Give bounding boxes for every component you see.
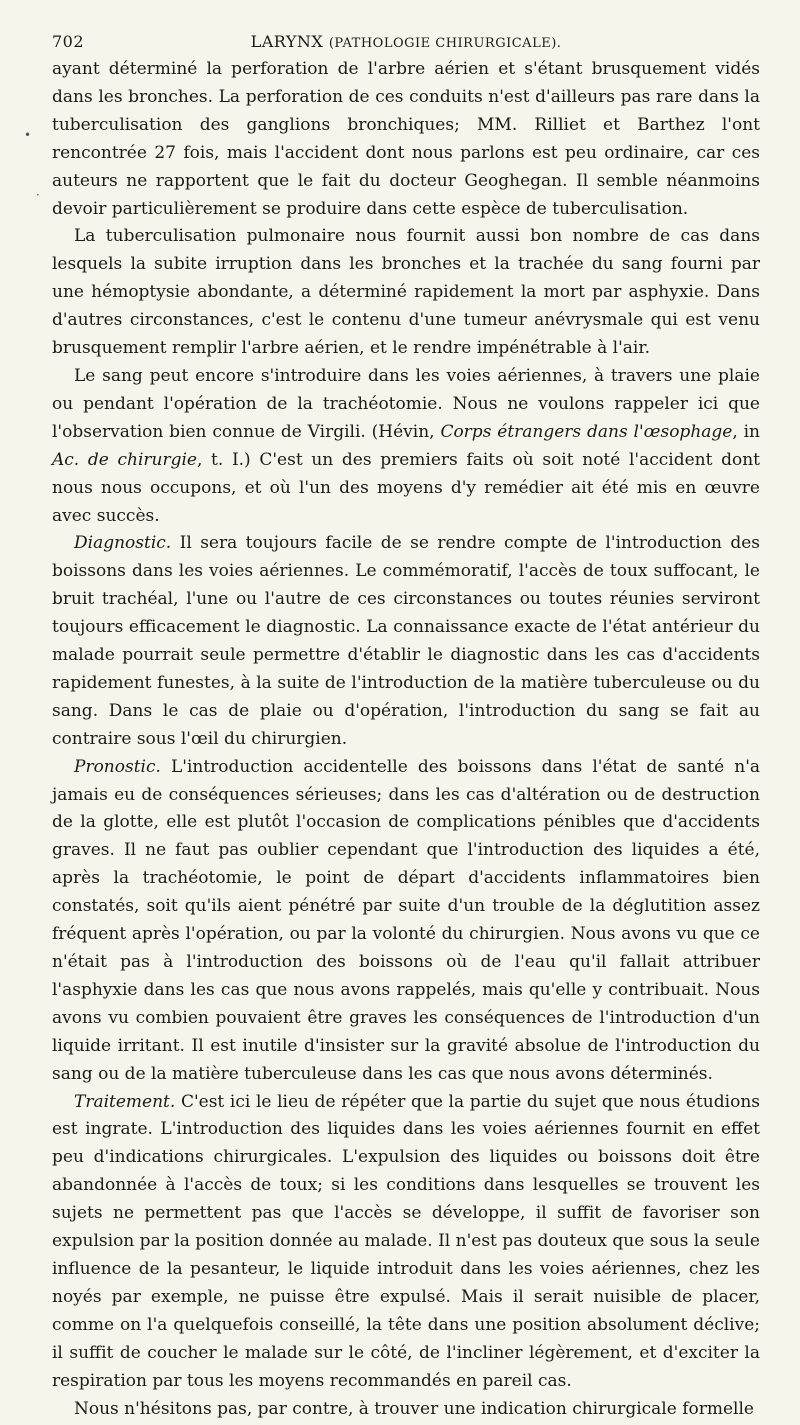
- body-text: [52, 56, 760, 1423]
- margin-scan-mark: ·: [36, 188, 40, 202]
- margin-dot-mark: •: [24, 128, 32, 142]
- paragraph-text: Il sera toujours facile de se rendre compte de l'introduction des boissons dans les voies aériennes. Le commémoratif, l'accès de toux suffocant, le bruit trachéal, l'une ou l'autre de ces circonstances ou toutes réunies serviront toujours efficacement le diagnostic. La connaissance exacte de l'état antérieur du malade pourrait seule permettre d'établir le diagnostic dans les cas d'accidents rapidement funestes, à la suite de l'introduction de la matière tuberculeuse ou du sang. Dans le cas de plaie ou d'opération, l'introduction du sang se fait au contraire sous l'œil du chirurgien.: [52, 533, 760, 749]
- paragraph-text-a: Le sang peut encore s'introduire dans les voies aériennes, à travers une plaie ou pendant l'opération de la trachéotomie. Nous ne voulons rappeler ici que l'observation bien connue de Virgili. (Hévin,: [52, 365, 760, 442]
- running-title: [52, 32, 760, 51]
- section-heading-traitement: Traitement.: [74, 1091, 176, 1112]
- paragraph-text: Nous n'hésitons pas, par contre, à trouver une indication chirurgicale formelle: [74, 1398, 754, 1419]
- paragraph-tuberculisation: [52, 223, 760, 363]
- paragraph-sang: [52, 363, 760, 530]
- citation-title: Corps étrangers dans l'œsophage: [440, 421, 733, 442]
- paragraph-text: La tuberculisation pulmonaire nous fournit aussi bon nombre de cas dans lesquels la subite irruption dans les bronches et la trachée du sang fourni par une hémoptysie abondante, a déterminé rapidement la mort par asphyxie. Dans d'autres circonstances, c'est le contenu d'une tumeur anévrysmale qui est venu brusquement remplir l'arbre aérien, et le rendre impénétrable à l'air.: [52, 226, 760, 359]
- paragraph-traitement: [52, 1089, 760, 1396]
- paragraph-text-b: , in: [732, 421, 760, 442]
- paragraph-diagnostic: [52, 530, 760, 753]
- paragraph-text: L'introduction accidentelle des boissons dans l'état de santé n'a jamais eu de conséquences sérieuses; dans les cas d'altération ou de destruction de la glotte, elle est plutôt l'occasion de complications pénibles que d'accidents graves. Il ne faut pas oublier cependant que l'introduction des liquides a été, après la trachéotomie, le point de départ d'accidents inflammatoires bien constatés, soit qu'ils aient pénétré par suite d'un trouble de la déglutition assez fréquent après l'opération, ou par la volonté du chirurgien. Nous avons vu que ce n'était pas à l'introduction des boissons où de l'eau qu'il fallait attribuer l'asphyxie dans les cas que nous avons rappelés, mais qu'elle y contribuait. Nous avons vu combien pouvaient être graves les conséquences de l'introduction d'un liquide irritant. Il est inutile d'insister sur la gravité absolue de l'introduction du sang ou de la matière tuberculeuse dans les cas que nous avons déterminés.: [52, 756, 760, 1084]
- paragraph-continuation: [52, 56, 760, 223]
- running-title-main: LARYNX: [250, 32, 324, 51]
- running-head: [52, 26, 760, 56]
- running-title-sub: (PATHOLOGIE CHIRURGICALE).: [328, 36, 562, 51]
- paragraph-text: ayant déterminé la perforation de l'arbre aérien et s'étant brusquement vidés dans les bronches. La perforation de ces conduits n'est d'ailleurs pas rare dans la tuberculisation des ganglions bronchiques; MM. Rilliet et Barthez l'ont rencontrée 27 fois, mais l'accident dont nous parlons est peu ordinaire, car ces auteurs ne rapportent que le fait du docteur Geoghegan. Il semble néanmoins devoir particulièrement se produire dans cette espèce de tuberculisation.: [52, 59, 760, 219]
- paragraph-text: C'est ici le lieu de répéter que la partie du sujet que nous étudions est ingrate. L'introduction des liquides dans les voies aériennes fournit en effet peu d'indications chirurgicales. L'expulsion des liquides ou boissons doit être abandonnée à l'accès de toux; si les conditions dans lesquelles se trouvent les sujets ne permettent pas que l'accès se développe, il suffit de favoriser son expulsion par la position donnée au malade. Il n'est pas douteux que sous la seule influence de la pesanteur, le liquide introduit dans les voies aériennes, chez les noyés par exemple, ne puisse être expulsé. Mais il serait nuisible de placer, comme on l'a quelquefois conseillé, la tête dans une position absolument déclive; il suffit de coucher le malade sur le côté, de l'incliner légèrement, et d'exciter la respiration par tous les moyens recommandés en pareil cas.: [52, 1091, 760, 1391]
- paragraph-text-c: , t. I.) C'est un des premiers faits où soit noté l'accident dont nous nous occupons, et où l'un des moyens d'y remédier ait été mis en œuvre avec succès.: [52, 449, 760, 526]
- citation-source: Ac. de chirurgie: [52, 449, 197, 470]
- section-heading-diagnostic: Diagnostic.: [74, 533, 172, 554]
- section-heading-pronostic: Pronostic.: [74, 756, 161, 777]
- paragraph-final: [52, 1396, 760, 1424]
- page-number: 702: [52, 32, 85, 51]
- paragraph-pronostic: [52, 754, 760, 1089]
